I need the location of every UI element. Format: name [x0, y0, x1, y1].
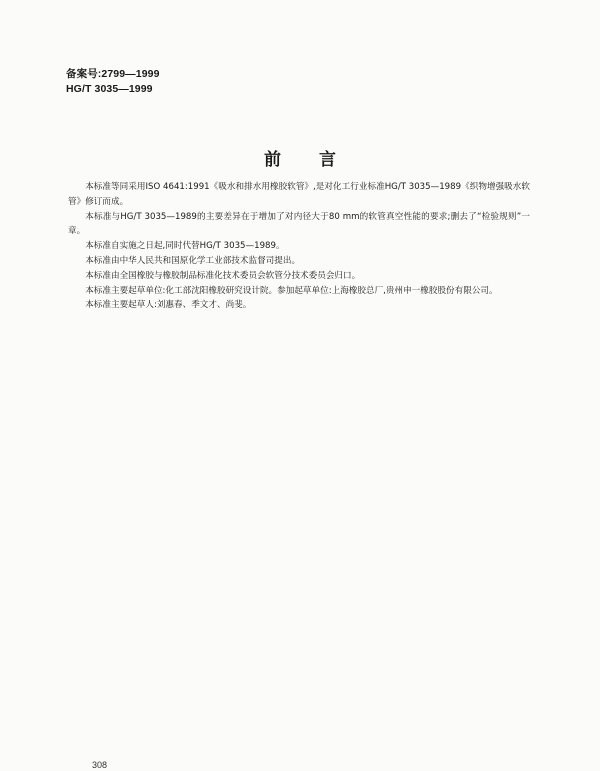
page-title: 前言 — [264, 150, 374, 170]
paragraph-drafters: 本标准主要起草人:刘惠春、季文才、尚斐。 — [85, 300, 252, 311]
foreword-body — [68, 180, 530, 313]
page-number: 308 — [92, 760, 108, 770]
paragraph-adoption: 本标准等同采用ISO 4641:1991《吸水和排水用橡胶软管》,是对化工行业标准HG/T 3035—1989《织物增强吸水软管》修订而成。 — [68, 182, 530, 207]
paragraph-replacement: 本标准自实施之日起,同时代替HG/T 3035—1989。 — [85, 241, 285, 252]
paragraph-drafting-units: 本标准主要起草单位:化工部沈阳橡胶研究设计院。参加起草单位:上海橡胶总厂,贵州申一橡胶股份有限公司。 — [85, 285, 498, 296]
paragraph-differences: 本标准与HG/T 3035—1989的主要差异在于增加了对内径大于80 mm的软管真空性能的要求;删去了“检验规则”一章。 — [68, 211, 530, 237]
standard-number: HG/T 3035—1999 — [66, 83, 153, 95]
record-number: 备案号:2799—1999 — [66, 68, 160, 80]
document-header — [66, 67, 160, 97]
paragraph-proposer: 本标准由中华人民共和国原化学工业部技术监督司提出。 — [85, 255, 301, 266]
paragraph-committee: 本标准由全国橡胶与橡胶制品标准化技术委员会软管分技术委员会归口。 — [85, 270, 361, 281]
